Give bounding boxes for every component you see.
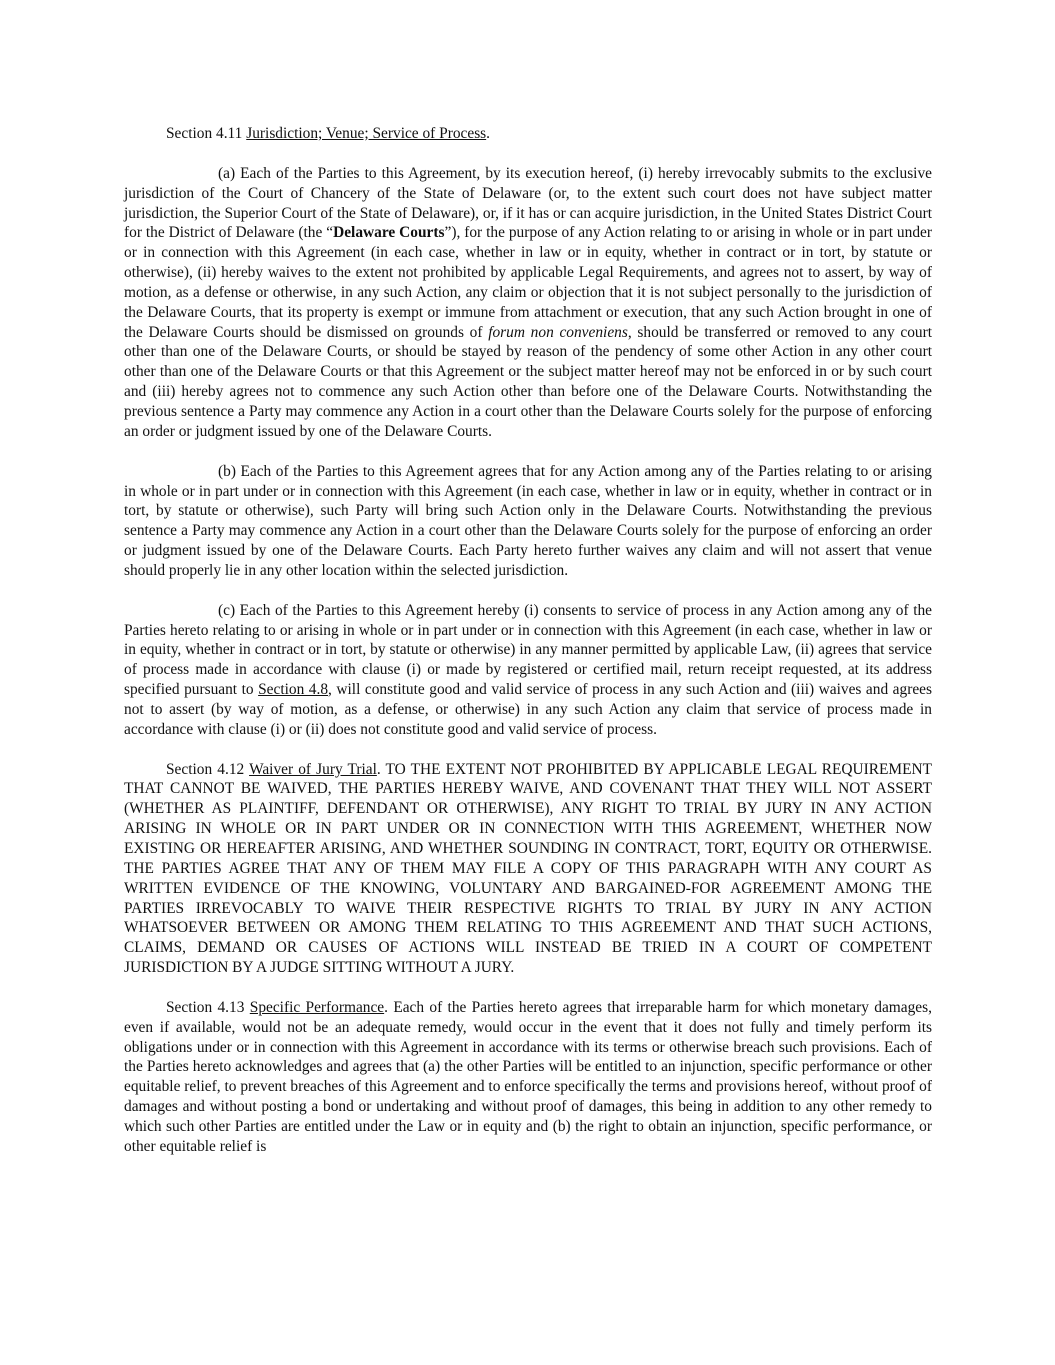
defined-term-delaware-courts: Delaware Courts (333, 224, 445, 242)
section-4-13-number: Section 4.13 (166, 998, 245, 1016)
section-4-12-number: Section 4.12 (166, 760, 245, 778)
section-4-12-paragraph (124, 760, 932, 978)
section-4-11-paragraph-b: (b) Each of the Parties to this Agreement agrees that for any Action among any of the Parties relating to or arising in whole or in part under or in connection with this Agreement (in each case, whether in law or in equity, whether in contract or in tort, by statute or otherwise), such Party will bring such Action only in the Delaware Courts. Notwithstanding the previous sentence a Party may commence any Action in a court other than the Delaware Courts solely for the purpose of enforcing an order or judgment issued by one of the Delaware Courts. Each Party hereto further waives any claim and will not assert that venue should properly lie in any other location within the selected jurisdiction. (124, 462, 932, 579)
paragraph-a-text-2: ”), for the purpose of any Action relating to or arising in whole or in part under or in connection with this Agreement (in each case, whether in law or in equity, whether in contract or in tort, by statute or otherwise), (ii) hereby waives to the extent not prohibited by applicable Legal Requirements, and agrees not to assert, by way of motion, as a defense or otherwise, in any such Action, any claim or objection that it is not subject personally to the jurisdiction of the Delaware Courts, that its property is exempt or immune from attachment or execution, that any such Action brought in one of the Delaware Courts should be dismissed on grounds of (124, 224, 932, 341)
section-4-11-paragraph-c (124, 601, 932, 740)
italic-term-forum-non-conveniens: forum non conveniens (488, 323, 628, 341)
paragraph-c-text-2: , will constitute good and valid service of process in any such Action and (iii) waives and agrees not to assert (by way of motion, as a defense, or otherwise) in any such Action any claim that service of process made in accordance with clause (i) or (ii) does not constitute good and valid service of process. (124, 681, 932, 738)
section-4-13-paragraph (124, 998, 932, 1157)
section-4-12-title: Waiver of Jury Trial (249, 760, 377, 778)
paragraph-a-text-1: (a) Each of the Parties to this Agreement, by its execution hereof, (i) hereby irrevocably submits to the exclusive jurisdiction of the Court of Chancery of the State of Delaware (or, to the extent such court does not have subject matter jurisdiction, the Superior Court of the State of Delaware), or, if it has or can acquire jurisdiction, in the United States District Court for the District of Delaware (the “ (124, 164, 932, 242)
section-4-11-paragraph-a (124, 164, 932, 442)
section-4-11-heading (124, 124, 932, 144)
section-4-13-body: . Each of the Parties hereto agrees that irreparable harm for which monetary damages, even if available, would not be an adequate remedy, would occur in the event that it does not fully and timely perform its obligations under or in connection with this Agreement in accordance with its terms or otherwise breach such provisions. Each of the Parties hereto acknowledges and agrees that (a) the other Parties will be entitled to an injunction, specific performance or other equitable relief, to prevent breaches of this Agreement and to enforce specifically the terms and provisions hereof, without proof of damages and without posting a bond or undertaking and without proof of damages, this being in addition to any other remedy to which such other Parties are entitled under the Law or in equity and (b) the right to obtain an injunction, specific performance, or other equitable relief is (124, 998, 932, 1155)
paragraph-c-text-1: (c) Each of the Parties to this Agreement hereby (i) consents to service of process in any Action among any of the Parties hereto relating to or arising in whole or in part under or in connection with this Agreement (in each case, whether in law or in equity, whether in contract or in tort, by statute or otherwise) in any manner permitted by applicable Law, (ii) agrees that service of process made in accordance with clause (i) or made by registered or certified mail, return receipt requested, at its address specified pursuant to (124, 601, 932, 699)
section-4-12-body: . TO THE EXTENT NOT PROHIBITED BY APPLICABLE LEGAL REQUIREMENT THAT CANNOT BE WAIVED, THE PARTIES HEREBY WAIVE, AND COVENANT THAT THEY WILL NOT ASSERT (WHETHER AS PLAINTIFF, DEFENDANT OR OTHERWISE), ANY RIGHT TO TRIAL BY JURY IN ANY ACTION ARISING IN WHOLE OR IN PART UNDER OR IN CONNECTION WITH THIS AGREEMENT, WHETHER NOW EXISTING OR HEREAFTER ARISING, AND WHETHER SOUNDING IN CONTRACT, TORT, EQUITY OR OTHERWISE. THE PARTIES AGREE THAT ANY OF THEM MAY FILE A COPY OF THIS PARAGRAPH WITH ANY COURT AS WRITTEN EVIDENCE OF THE KNOWING, VOLUNTARY AND BARGAINED-FOR AGREEMENT AMONG THE PARTIES IRREVOCABLY TO WAIVE THEIR RESPECTIVE RIGHTS TO TRIAL BY JURY IN ANY ACTION WHATSOEVER BETWEEN OR AMONG THEM RELATING TO THIS AGREEMENT AND THAT SUCH ACTIONS, CLAIMS, DEMAND OR CAUSES OF ACTIONS WILL INSTEAD BE TRIED IN A COURT OF COMPETENT JURISDICTION BY A JUDGE SITTING WITHOUT A JURY. (124, 760, 932, 977)
section-4-11-title: Jurisdiction; Venue; Service of Process (246, 125, 487, 142)
section-4-11-title-period: . (486, 125, 491, 142)
paragraph-a-text-3: , should be transferred or removed to any court other than one of the Delaware Courts, or should be stayed by reason of the pendency of some other Action in any other court other than one of the Delaware Courts or that this Agreement or the subject matter hereof may not be enforced in or by such court and (iii) hereby agrees not to commence any such Action other than before one of the Delaware Courts. Notwithstanding the previous sentence a Party may commence any Action in a court other than the Delaware Courts solely for the purpose of enforcing an order or judgment issued by one of the Delaware Courts. (124, 323, 932, 440)
section-4-13-title: Specific Performance (249, 998, 385, 1016)
document-page (124, 124, 932, 1157)
section-4-8-reference-link[interactable]: Section 4.8 (258, 681, 329, 699)
section-4-11-number: Section 4.11 (166, 125, 243, 142)
